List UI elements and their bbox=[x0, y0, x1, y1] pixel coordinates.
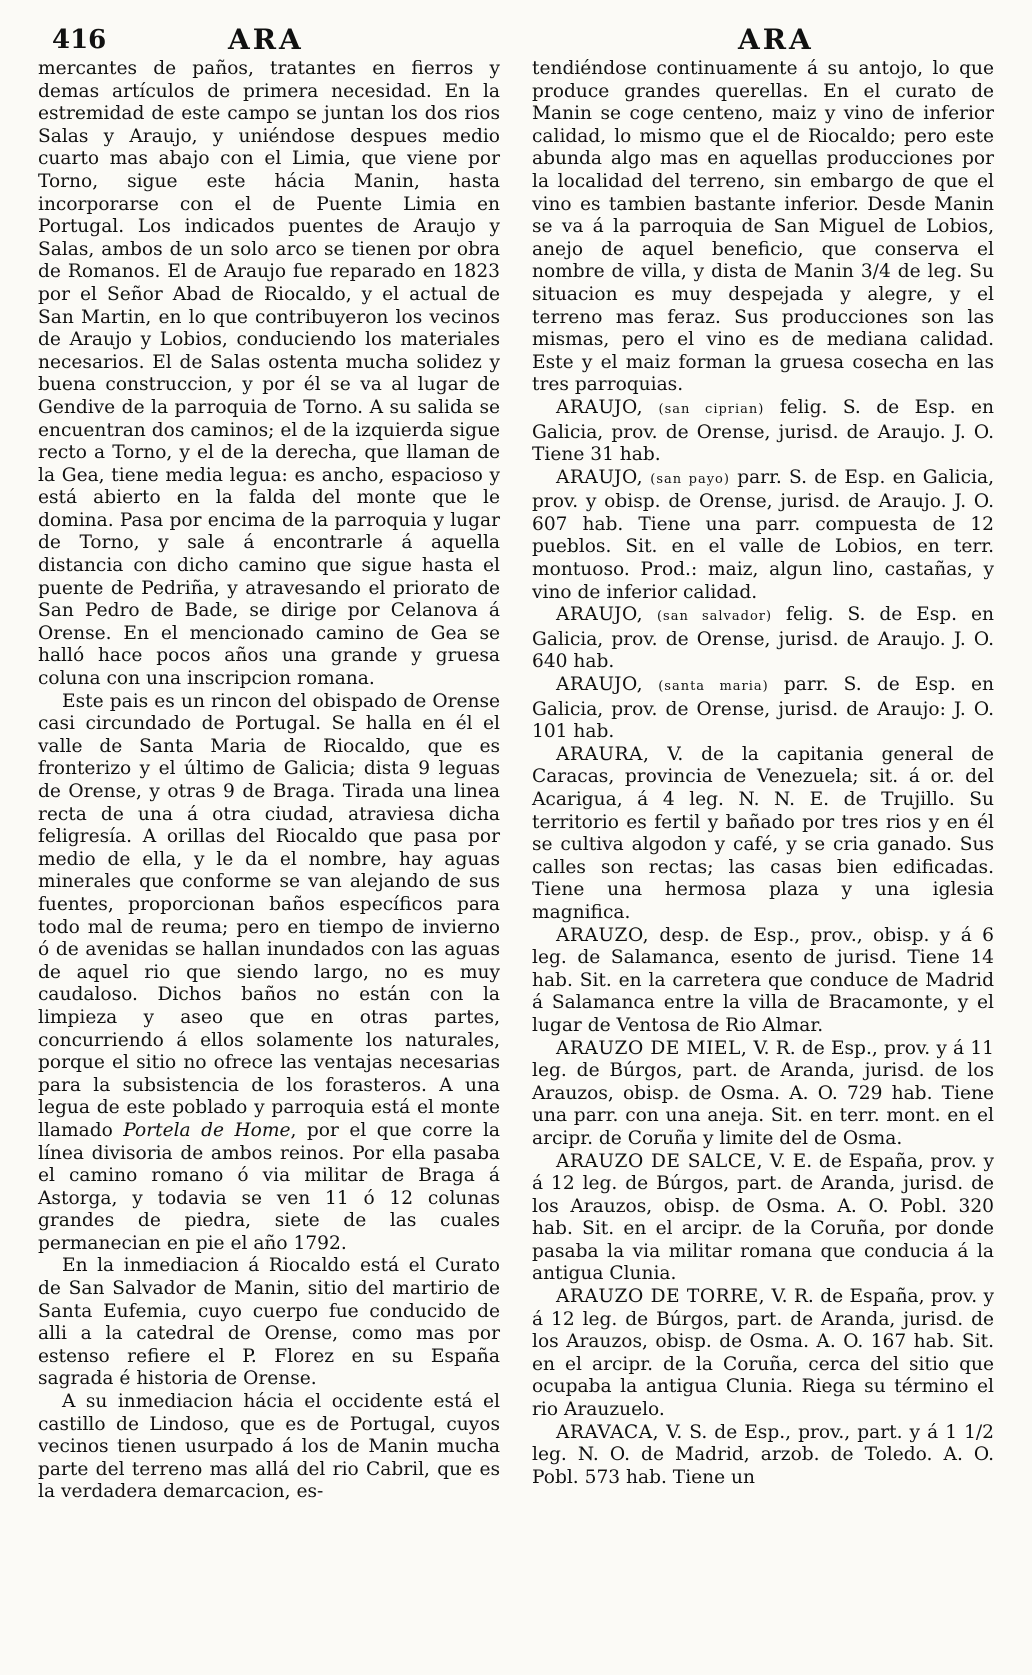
entry-headword: ARAUZO, bbox=[556, 924, 650, 946]
entry-headword: ARAUZO DE TORRE, bbox=[556, 1286, 766, 1308]
place-name-italic: Portela de Home bbox=[123, 1119, 291, 1141]
dictionary-entry bbox=[532, 674, 994, 744]
entry-qualifier: (san ciprian) bbox=[658, 401, 765, 417]
dictionary-entry bbox=[532, 1151, 994, 1287]
dictionary-entry bbox=[532, 604, 994, 674]
entry-headword: ARAUJO, bbox=[556, 466, 644, 488]
dictionary-entry bbox=[532, 1038, 994, 1151]
paragraph: En la inmediacion á Riocaldo está el Curato de San Salvador de Manin, sitio del martirio de Santa Eufemia, cuyo cuerpo fue conducido de alli a la catedral de Orense, como mas por estenso refiere el P. Florez en su España sagrada é historia de Orense. bbox=[38, 1255, 500, 1390]
entry-text: V. de la capitania general de Caracas, provincia de Venezuela; sit. á or. del Acarigua, á 4 leg. N. N. E. de Trujillo. Su territorio es fertil y bañado por tres rios y en él se cultiva algodon y café, y se cria ganado. Sus calles son rectas; las casas bien edificadas. Tiene una hermosa plaza y una iglesia magnifica. bbox=[532, 743, 994, 923]
paragraph-text: Este pais es un rincon del obispado de Orense casi circundado de Portugal. Se halla en él el valle de Santa Maria de Riocaldo, que es fronterizo y el último de Galicia; dista 9 leguas de Orense, y otras 9 de Braga. Tirada una linea recta de una á otra ciudad, atraviesa dicha feligresía. A orillas del Riocaldo que pasa por medio de ella, y le da el nombre, hay aguas minerales que conforme se van alejando de sus fuentes, proporcionan baños específicos para todo mal de reuma; pero en tiempo de invierno ó de avenidas se hallan inundados con las aguas de aquel rio que siendo largo, no es muy caudaloso. Dichos baños no están con la limpieza y aseo que en otras partes, concurriendo á ellos solamente los naturales, porque el sitio no ofrece las ventajas necesarias para la subsistencia de los forasteros. A una legua de este poblado y parroquia está el monte llamado bbox=[38, 690, 500, 1141]
page-number: 416 bbox=[52, 25, 107, 55]
left-running-head: ARA bbox=[228, 23, 304, 56]
entry-text: felig. S. de Esp. en Galicia, prov. de Orense, jurisd. de Araujo. J. O. Tiene 31 hab. bbox=[532, 396, 994, 466]
paragraph bbox=[38, 691, 500, 1256]
dictionary-entry bbox=[532, 1286, 994, 1422]
dictionary-entry bbox=[532, 397, 994, 467]
entry-headword: ARAUZO DE MIEL, bbox=[556, 1037, 748, 1059]
entry-headword: ARAUZO DE SALCE, bbox=[556, 1150, 763, 1172]
paragraph-text: , por el que corre la línea divisoria de ambos reinos. Por ella pasaba el camino romano ó via militar de Braga á Astorga, y todavia se ven 11 ó 12 colunas grandes de piedra, siete de las cuales permanecian en pie el año 1792. bbox=[38, 1119, 500, 1254]
entry-headword: ARAUJO, bbox=[556, 674, 644, 696]
right-column bbox=[532, 58, 994, 1489]
entry-text: V. R. de España, prov. y á 12 leg. de Búrgos, part. de Aranda, jurisd. de los Arauzos, obisp. de Osma. A. O. 167 hab. Sit. en el arcipr. de la Coruña, cerca del sitio que ocupaba la antigua Clunia. Riega su término el rio Arauzuelo. bbox=[532, 1286, 995, 1421]
running-head bbox=[0, 18, 1032, 62]
dictionary-entry bbox=[532, 744, 994, 925]
entry-qualifier: (san salvador) bbox=[656, 609, 773, 625]
dictionary-entry bbox=[532, 467, 994, 605]
paragraph: A su inmediacion hácia el occidente está el castillo de Lindoso, que es de Portugal, cuyos vecinos tienen usurpado á los de Manin mucha parte del terreno mas allá del rio Cabril, que es la verdadera demarcacion, es- bbox=[38, 1391, 500, 1503]
paragraph: tendiéndose continuamente á su antojo, lo que produce grandes querellas. En el curato de Manin se coge centeno, maiz y vino de inferior calidad, lo mismo que el de Riocaldo; pero este abunda algo mas en aquellas producciones por la localidad del terreno, sin embargo de que el vino es tambien bastante inferior. Desde Manin se va á la parroquia de San Miguel de Lobios, anejo de aquel beneficio, que conserva el nombre de villa, y dista de Manin 3/4 de leg. Su situacion es muy despejada y alegre, y el terreno mas feraz. Sus producciones son las mismas, pero el vino es de mediana calidad. Este y el maiz forman la gruesa cosecha en las tres parroquias. bbox=[532, 58, 994, 396]
entry-text: V. R. de Esp., prov. y á 11 leg. de Búrgos, part. de Aranda, jurisd. de los Arauzos, obisp. de Osma. A. O. 729 hab. Tiene una parr. con una aneja. Sit. en terr. mont. en el arcipr. de Coruña y limite del de Osma. bbox=[532, 1037, 994, 1149]
entry-text: felig. S. de Esp. en Galicia, prov. de Orense, jurisd. de Araujo. J. O. 640 hab. bbox=[532, 604, 994, 673]
entry-headword: ARAURA, bbox=[556, 743, 650, 765]
dictionary-entry bbox=[532, 1422, 994, 1490]
entry-headword: ARAUJO, bbox=[556, 396, 644, 418]
dictionary-entry bbox=[532, 925, 994, 1038]
entry-qualifier: (santa maria) bbox=[658, 679, 769, 695]
entry-qualifier: (san payo) bbox=[650, 471, 730, 487]
entry-text: parr. S. de Esp. en Galicia, prov. de Orense, jurisd. de Araujo: J. O. 101 hab. bbox=[532, 674, 994, 743]
entry-text: V. E. de España, prov. y á 12 leg. de Búrgos, part. de Aranda, jurisd. de los Arauzos, obisp. de Osma. A. O. Pobl. 320 hab. Sit. en el arcipr. de la Coruña, por donde pasaba la via militar romana que conducia á la antigua Clunia. bbox=[532, 1150, 994, 1285]
paragraph: mercantes de paños, tratantes en fierros y demas artículos de primera necesidad. En la estremidad de este campo se juntan los dos rios Salas y Araujo, y uniéndose despues medio cuarto mas abajo con el Limia, que viene por Torno, sigue este hácia Manin, hasta incorporarse con el de Puente Limia en Portugal. Los indicados puentes de Araujo y Salas, ambos de un solo arco se tienen por obra de Romanos. El de Araujo fue reparado en 1823 por el Señor Abad de Riocaldo, y el actual de San Martin, en lo que contribuyeron los vecinos de Araujo y Lobios, conduciendo los materiales necesarios. El de Salas ostenta mucha solidez y buena construccion, y por él se va al lugar de Gendive de la parroquia de Torno. A su salida se encuentran dos caminos; el de la izquierda sigue recto a Torno, y el de la derecha, que llaman de la Gea, tiene media legua: es ancho, espacioso y está abierto en la falda del monte que le domina. Pasa por encima de la parroquia y lugar de Torno, y sale á encontrarle á aquella distancia con dicho camino que sigue hasta el puente de Pedriña, y atravesando el priorato de San Pedro de Bade, se dirige por Celanova á Orense. En el mencionado camino de Gea se halló hace pocos años una grande y gruesa coluna con una inscripcion romana. bbox=[38, 58, 500, 690]
entry-text: desp. de Esp., prov., obisp. y á 6 leg. de Salamanca, esento de jurisd. Tiene 14 hab. Sit. en la carretera que conduce de Madrid á Salamanca entre la villa de Bracamonte, y el lugar de Ventosa de Rio Almar. bbox=[532, 924, 994, 1036]
right-running-head: ARA bbox=[738, 23, 814, 56]
entry-headword: ARAVACA, bbox=[556, 1421, 660, 1443]
entry-text: parr. S. de Esp. en Galicia, prov. y obisp. de Orense, jurisd. de Araujo. J. O. 607 hab. Tiene una parr. compuesta de 12 pueblos. Sit. en el valle de Lobios, en terr. montuoso. Prod.: maiz, algun lino, castañas, y vino de inferior calidad. bbox=[532, 466, 994, 603]
left-column bbox=[38, 58, 500, 1504]
entry-text: V. S. de Esp., prov., part. y á 1 1/2 leg. N. O. de Madrid, arzob. de Toledo. A. O. Pobl. 573 hab. Tiene un bbox=[532, 1421, 994, 1488]
entry-headword: ARAUJO, bbox=[556, 604, 644, 626]
